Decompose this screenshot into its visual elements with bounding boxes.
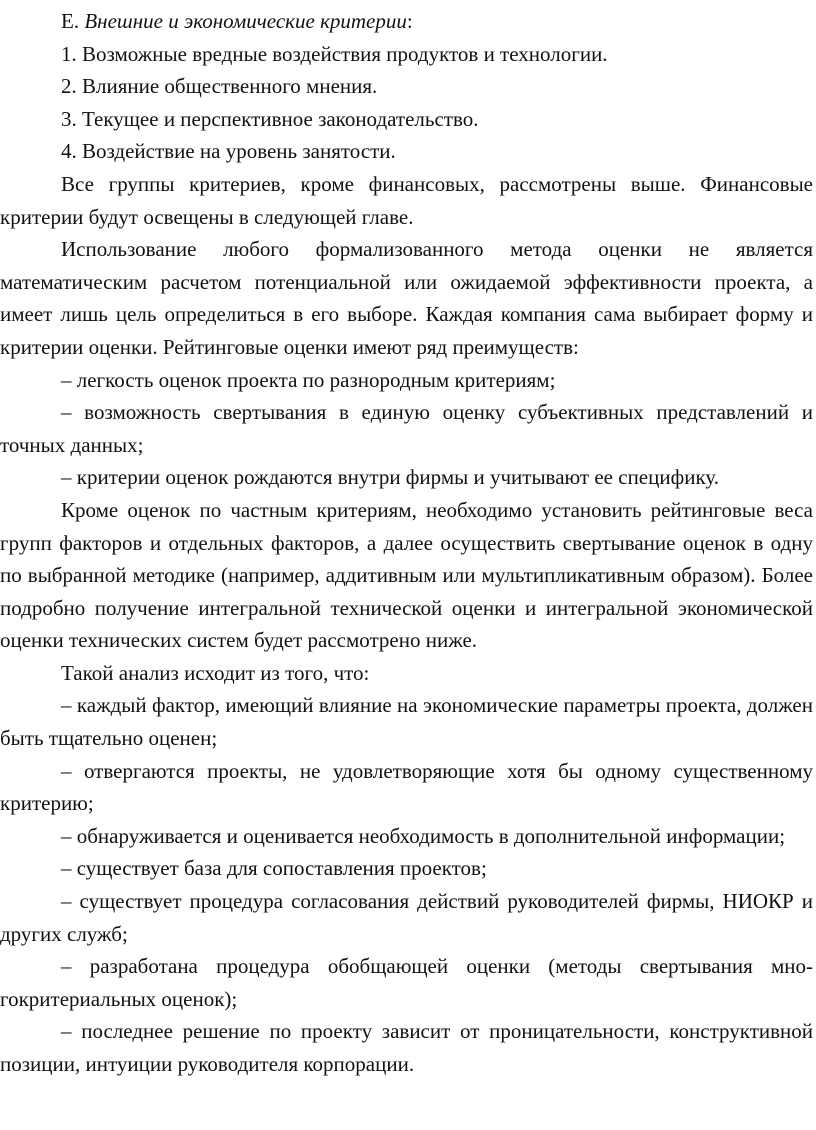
advantage-item-2: – возможность свертывания в единую оценку субъективных представлений и точных данных; xyxy=(0,400,813,457)
paragraph-analysis-intro: Такой анализ исходит из того, что: xyxy=(61,660,370,685)
advantage-item-1: – легкость оценок проекта по разнородным критериям; xyxy=(61,367,556,392)
analysis-item-7: – последнее решение по проекту зависит от проницательности, конструктивной позиции, интуиции руководителя корпорации. xyxy=(0,1019,813,1076)
analysis-item-3: – обнаруживается и оценивается необходимость в дополнительной информации; xyxy=(61,823,786,848)
analysis-item-5: – существует процедура согласования действий руководителей фирмы, НИОКР и других служб; xyxy=(0,889,813,946)
heading-prefix: Е. xyxy=(61,9,85,33)
heading-title: Внешние и экономические критерии xyxy=(84,9,407,33)
criterion-item-3: 3. Текущее и перспективное законодательство. xyxy=(61,106,479,131)
paragraph-weights: Кроме оценок по частным критериям, необходимо установить рейтинговые веса групп факторов и отдельных факторов, а далее осуществить свертывание оценок в одну по выбранной методике (например, аддитивным или мультипликативным образом). Более подробно получение интегральной технической оценки и интегральной экономической оценки технических систем будет рассмотрено ниже. xyxy=(0,497,813,653)
analysis-item-4: – существует база для сопоставления проектов; xyxy=(61,856,487,881)
criterion-item-2: 2. Влияние общественного мнения. xyxy=(61,74,378,99)
analysis-item-6: – разработана процедура обобщающей оценки (методы свертывания многокритериальных оценок); xyxy=(0,954,813,1011)
heading-suffix: : xyxy=(406,9,413,33)
analysis-item-1: – каждый фактор, имеющий влияние на экономические параметры проекта, должен быть тщательно оценен; xyxy=(0,693,813,751)
analysis-item-2: – отвергаются проекты, не удовлетворяющие хотя бы одному существенному критерию; xyxy=(0,758,813,816)
criterion-item-4: 4. Воздействие на уровень занятости. xyxy=(61,139,396,164)
advantage-item-3: – критерии оценок рождаются внутри фирмы и учитывают ее специфику. xyxy=(61,465,720,490)
section-heading xyxy=(0,0,813,38)
criterion-item-1: 1. Возможные вредные воздействия продуктов и технологии. xyxy=(61,41,608,66)
paragraph-formal-methods: Использование любого формализованного метода оценки не является математическим расчетом потенциальной или ожидаемой эффективности проекта, а имеет лишь цель определиться в его выборе. Каждая компания сама выбирает форму и критерии оценки. Рейтинговые оценки имеют ряд преимуществ: xyxy=(0,237,813,359)
paragraph-summary: Все группы критериев, кроме финансовых, рассмотрены выше. Финансовые критерии будут освещены в следующей главе. xyxy=(0,171,813,229)
